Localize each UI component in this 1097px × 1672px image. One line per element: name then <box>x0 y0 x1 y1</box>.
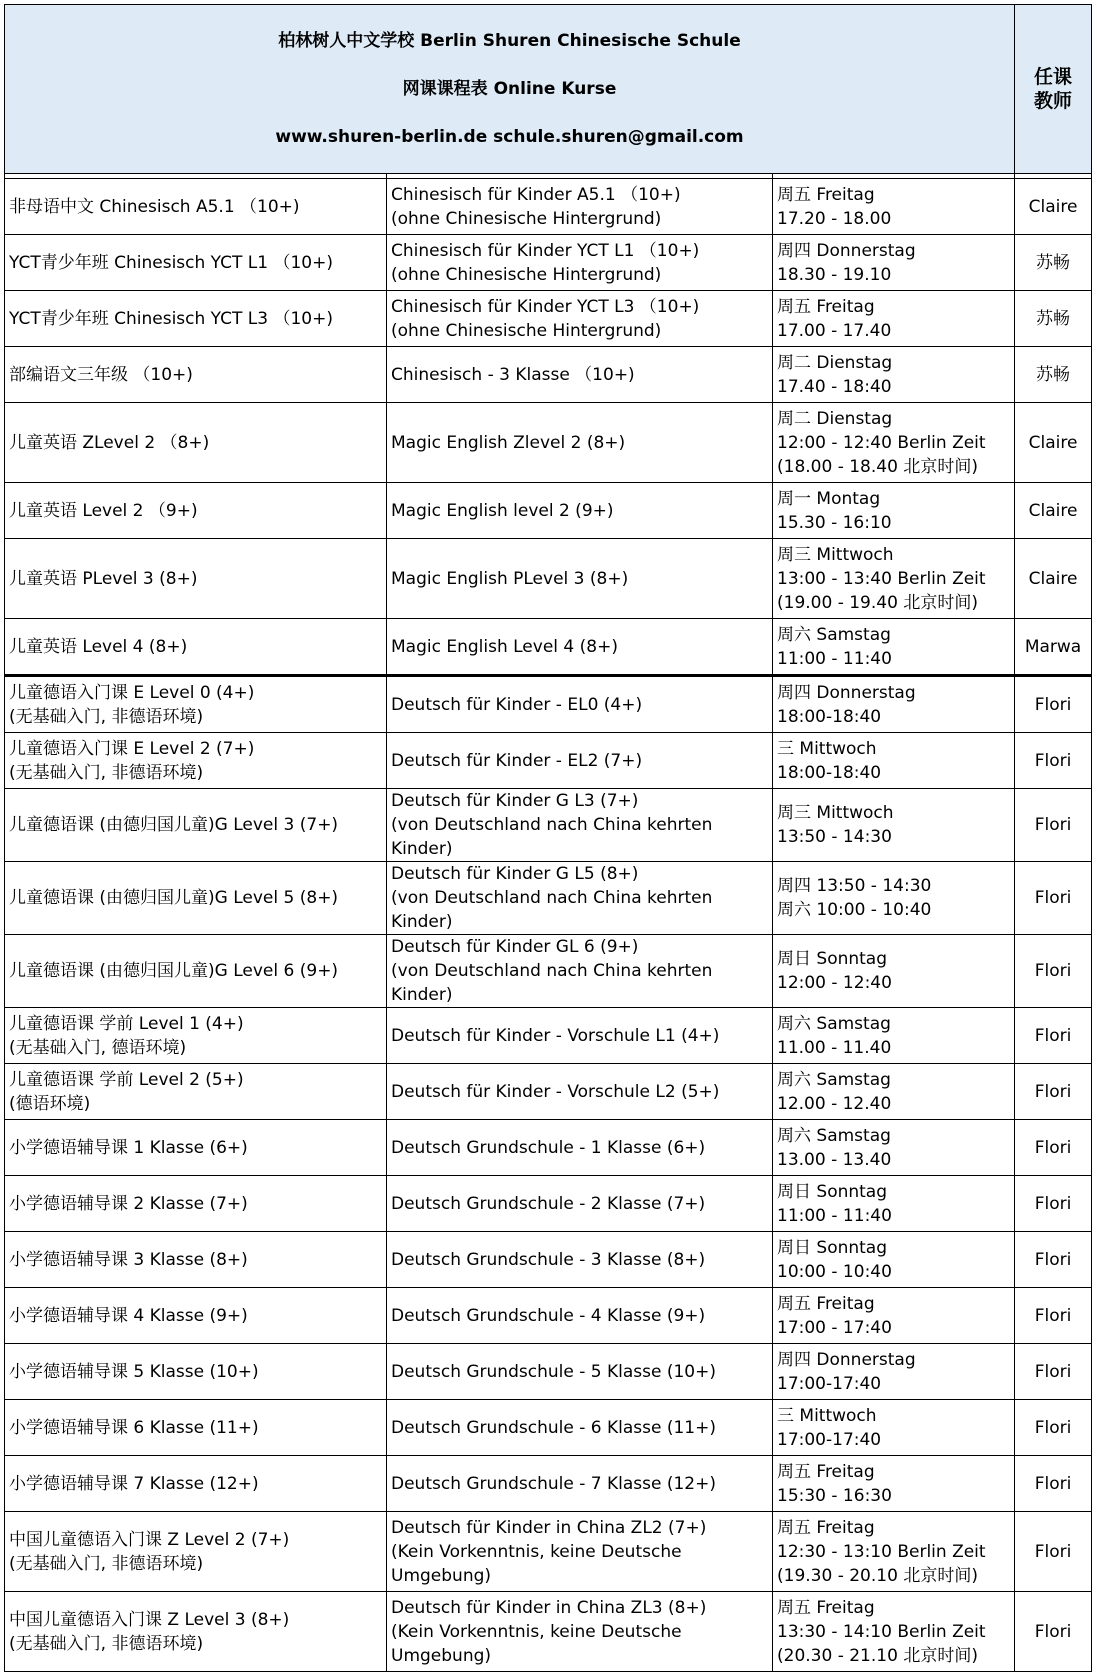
course-name-cn: YCT青少年班 Chinesisch YCT L1 （10+) <box>5 235 387 291</box>
course-time: 周六 Samstag 13.00 - 13.40 <box>773 1120 1015 1176</box>
course-name-de: Deutsch für Kinder G L3 (7+) (von Deutschland nach China kehrten Kinder) <box>387 789 773 862</box>
course-time: 周日 Sonntag 10:00 - 10:40 <box>773 1232 1015 1288</box>
course-time: 周五 Freitag 15:30 - 16:30 <box>773 1456 1015 1512</box>
course-name-de: Deutsch für Kinder in China ZL3 (8+) (Kein Vorkenntnis, keine Deutsche Umgebung) <box>387 1592 773 1672</box>
course-name-de: Magic English PLevel 3 (8+) <box>387 539 773 619</box>
course-name-cn: 儿童德语课 (由德归国儿童)G Level 5 (8+) <box>5 862 387 935</box>
course-name-de: Magic English level 2 (9+) <box>387 483 773 539</box>
course-name-de: Deutsch für Kinder GL 6 (9+) (von Deutschland nach China kehrten Kinder) <box>387 935 773 1008</box>
course-name-de: Chinesisch für Kinder YCT L3 （10+) (ohne Chinesische Hintergrund) <box>387 291 773 347</box>
table-row <box>5 1400 1092 1456</box>
table-row <box>5 1176 1092 1232</box>
course-name-de: Deutsch Grundschule - 1 Klasse (6+) <box>387 1120 773 1176</box>
course-name-de: Deutsch Grundschule - 2 Klasse (7+) <box>387 1176 773 1232</box>
course-time: 周三 Mittwoch 13:50 - 14:30 <box>773 789 1015 862</box>
table-row <box>5 403 1092 483</box>
course-name-de: Magic English Zlevel 2 (8+) <box>387 403 773 483</box>
school-name: 柏林树人中文学校 Berlin Shuren Chinesische Schule <box>278 31 741 51</box>
course-name-cn: 儿童德语入门课 E Level 0 (4+) (无基础入门, 非德语环境) <box>5 676 387 733</box>
course-name-cn: 儿童德语课 (由德归国儿童)G Level 6 (9+) <box>5 935 387 1008</box>
course-name-cn: 小学德语辅导课 5 Klasse (10+) <box>5 1344 387 1400</box>
table-row <box>5 235 1092 291</box>
table-row <box>5 1120 1092 1176</box>
course-time: 周五 Freitag 17.20 - 18.00 <box>773 179 1015 235</box>
school-title-cell <box>5 5 1015 174</box>
course-time: 周六 Samstag 12.00 - 12.40 <box>773 1064 1015 1120</box>
table-row <box>5 733 1092 789</box>
table-row <box>5 347 1092 403</box>
table-row <box>5 676 1092 733</box>
course-schedule-table <box>4 4 1092 1672</box>
course-name-de: Deutsch für Kinder - EL2 (7+) <box>387 733 773 789</box>
course-teacher: Flori <box>1015 935 1092 1008</box>
course-teacher: Flori <box>1015 862 1092 935</box>
course-name-de: Magic English Level 4 (8+) <box>387 619 773 676</box>
course-time: 周四 Donnerstag 17:00-17:40 <box>773 1344 1015 1400</box>
course-time: 周四 Donnerstag 18.30 - 19.10 <box>773 235 1015 291</box>
course-name-cn: 儿童英语 PLevel 3 (8+) <box>5 539 387 619</box>
table-row <box>5 1344 1092 1400</box>
course-time: 周三 Mittwoch 13:00 - 13:40 Berlin Zeit (19.00 - 19.40 北京时间) <box>773 539 1015 619</box>
course-name-cn: 儿童英语 ZLevel 2 （8+) <box>5 403 387 483</box>
table-row <box>5 789 1092 862</box>
course-name-cn: 儿童英语 Level 2 （9+) <box>5 483 387 539</box>
course-name-de: Deutsch für Kinder - EL0 (4+) <box>387 676 773 733</box>
course-teacher: Claire <box>1015 179 1092 235</box>
course-name-de: Chinesisch - 3 Klasse （10+) <box>387 347 773 403</box>
course-name-cn: 部编语文三年级 （10+) <box>5 347 387 403</box>
course-name-de: Deutsch Grundschule - 4 Klasse (9+) <box>387 1288 773 1344</box>
course-teacher: Marwa <box>1015 619 1092 676</box>
table-row <box>5 1008 1092 1064</box>
course-name-de: Chinesisch für Kinder YCT L1 （10+) (ohne Chinesische Hintergrund) <box>387 235 773 291</box>
course-time: 周日 Sonntag 11:00 - 11:40 <box>773 1176 1015 1232</box>
course-time: 三 Mittwoch 17:00-17:40 <box>773 1400 1015 1456</box>
course-name-cn: 儿童德语课 学前 Level 2 (5+) (德语环境) <box>5 1064 387 1120</box>
course-time: 周六 Samstag 11.00 - 11.40 <box>773 1008 1015 1064</box>
course-name-de: Deutsch für Kinder in China ZL2 (7+) (Kein Vorkenntnis, keine Deutsche Umgebung) <box>387 1512 773 1592</box>
course-name-cn: 非母语中文 Chinesisch A5.1 （10+) <box>5 179 387 235</box>
course-teacher: Flori <box>1015 789 1092 862</box>
course-teacher: Claire <box>1015 403 1092 483</box>
table-row <box>5 179 1092 235</box>
table-row <box>5 1288 1092 1344</box>
course-teacher: Flori <box>1015 1400 1092 1456</box>
course-teacher: 苏畅 <box>1015 235 1092 291</box>
school-contact: www.shuren-berlin.de schule.shuren@gmail.com <box>275 127 744 147</box>
course-time: 周五 Freitag 13:30 - 14:10 Berlin Zeit (20.30 - 21.10 北京时间) <box>773 1592 1015 1672</box>
course-time: 周六 Samstag 11:00 - 11:40 <box>773 619 1015 676</box>
table-row <box>5 935 1092 1008</box>
course-name-cn: 儿童德语课 (由德归国儿童)G Level 3 (7+) <box>5 789 387 862</box>
course-time: 周四 Donnerstag 18:00-18:40 <box>773 676 1015 733</box>
course-teacher: Claire <box>1015 483 1092 539</box>
course-teacher: Flori <box>1015 1008 1092 1064</box>
course-teacher: Flori <box>1015 1288 1092 1344</box>
course-name-de: Deutsch für Kinder - Vorschule L1 (4+) <box>387 1008 773 1064</box>
course-teacher: 苏畅 <box>1015 347 1092 403</box>
table-row <box>5 483 1092 539</box>
course-name-cn: 小学德语辅导课 7 Klasse (12+) <box>5 1456 387 1512</box>
course-teacher: Flori <box>1015 1232 1092 1288</box>
table-row <box>5 291 1092 347</box>
course-teacher: 苏畅 <box>1015 291 1092 347</box>
course-name-cn: 小学德语辅导课 1 Klasse (6+) <box>5 1120 387 1176</box>
course-teacher: Flori <box>1015 676 1092 733</box>
course-time: 周五 Freitag 17:00 - 17:40 <box>773 1288 1015 1344</box>
course-name-cn: 小学德语辅导课 3 Klasse (8+) <box>5 1232 387 1288</box>
course-name-cn: 儿童英语 Level 4 (8+) <box>5 619 387 676</box>
course-name-cn: 中国儿童德语入门课 Z Level 3 (8+) (无基础入门, 非德语环境) <box>5 1592 387 1672</box>
course-time: 周二 Dienstag 17.40 - 18:40 <box>773 347 1015 403</box>
course-name-de: Deutsch Grundschule - 6 Klasse (11+) <box>387 1400 773 1456</box>
table-row <box>5 1456 1092 1512</box>
table-row <box>5 862 1092 935</box>
course-time: 周四 13:50 - 14:30 周六 10:00 - 10:40 <box>773 862 1015 935</box>
course-name-cn: 儿童德语入门课 E Level 2 (7+) (无基础入门, 非德语环境) <box>5 733 387 789</box>
course-teacher: Flori <box>1015 1456 1092 1512</box>
table-row <box>5 1232 1092 1288</box>
course-time: 周日 Sonntag 12:00 - 12:40 <box>773 935 1015 1008</box>
course-name-cn: 儿童德语课 学前 Level 1 (4+) (无基础入门, 德语环境) <box>5 1008 387 1064</box>
course-name-de: Deutsch Grundschule - 7 Klasse (12+) <box>387 1456 773 1512</box>
course-time: 三 Mittwoch 18:00-18:40 <box>773 733 1015 789</box>
course-name-cn: 小学德语辅导课 4 Klasse (9+) <box>5 1288 387 1344</box>
course-teacher: Flori <box>1015 1064 1092 1120</box>
course-name-cn: 中国儿童德语入门课 Z Level 2 (7+) (无基础入门, 非德语环境) <box>5 1512 387 1592</box>
course-time: 周五 Freitag 17.00 - 17.40 <box>773 291 1015 347</box>
course-teacher: Flori <box>1015 733 1092 789</box>
table-row <box>5 539 1092 619</box>
table-row <box>5 619 1092 676</box>
table-row <box>5 1512 1092 1592</box>
course-name-de: Deutsch Grundschule - 3 Klasse (8+) <box>387 1232 773 1288</box>
course-teacher: Flori <box>1015 1512 1092 1592</box>
course-teacher: Flori <box>1015 1120 1092 1176</box>
course-name-cn: 小学德语辅导课 2 Klasse (7+) <box>5 1176 387 1232</box>
course-teacher: Flori <box>1015 1592 1092 1672</box>
course-name-de: Deutsch für Kinder G L5 (8+) (von Deutschland nach China kehrten Kinder) <box>387 862 773 935</box>
course-time: 周二 Dienstag 12:00 - 12:40 Berlin Zeit (18.00 - 18.40 北京时间) <box>773 403 1015 483</box>
course-teacher: Flori <box>1015 1176 1092 1232</box>
course-name-de: Chinesisch für Kinder A5.1 （10+) (ohne Chinesische Hintergrund) <box>387 179 773 235</box>
course-time: 周五 Freitag 12:30 - 13:10 Berlin Zeit (19.30 - 20.10 北京时间) <box>773 1512 1015 1592</box>
table-row <box>5 1064 1092 1120</box>
course-teacher: Flori <box>1015 1344 1092 1400</box>
schedule-title: 网课课程表 Online Kurse <box>402 79 617 99</box>
course-name-de: Deutsch für Kinder - Vorschule L2 (5+) <box>387 1064 773 1120</box>
course-name-cn: YCT青少年班 Chinesisch YCT L3 （10+) <box>5 291 387 347</box>
course-name-de: Deutsch Grundschule - 5 Klasse (10+) <box>387 1344 773 1400</box>
teacher-heading: 任课 教师 <box>1015 5 1092 174</box>
course-time: 周一 Montag 15.30 - 16:10 <box>773 483 1015 539</box>
course-teacher: Claire <box>1015 539 1092 619</box>
header-row <box>5 5 1092 174</box>
course-name-cn: 小学德语辅导课 6 Klasse (11+) <box>5 1400 387 1456</box>
table-row <box>5 1592 1092 1672</box>
